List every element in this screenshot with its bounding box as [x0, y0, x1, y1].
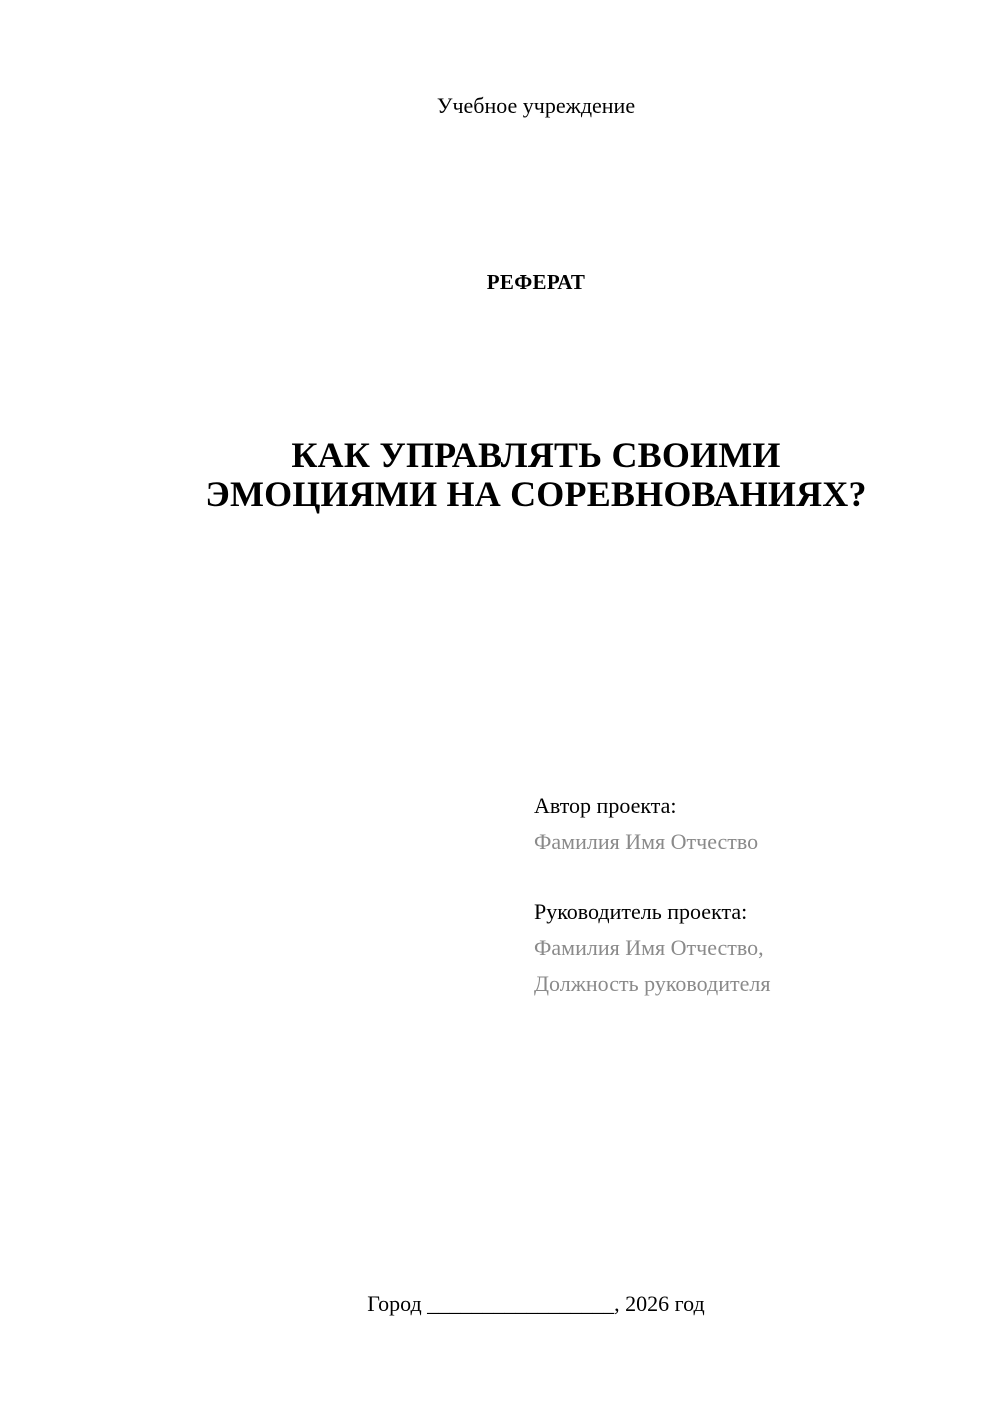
credits-block — [534, 788, 974, 1002]
document-title — [0, 436, 1000, 514]
supervisor-label: Руководитель проекта: — [534, 899, 748, 924]
author-name: Фамилия Имя Отчество — [534, 829, 759, 854]
city-year-line: Город _________________, 2026 год — [367, 1291, 705, 1316]
credits-spacer — [534, 860, 974, 894]
document-type: РЕФЕРАТ — [486, 270, 586, 294]
supervisor-name: Фамилия Имя Отчество, — [534, 935, 764, 960]
institution-name: Учебное учреждение — [436, 93, 636, 118]
document-title-line-1: КАК УПРАВЛЯТЬ СВОИМИ — [291, 435, 781, 475]
document-title-line-2: ЭМОЦИЯМИ НА СОРЕВНОВАНИЯХ? — [205, 474, 867, 514]
supervisor-position: Должность руководителя — [534, 971, 771, 996]
author-label: Автор проекта: — [534, 793, 677, 818]
